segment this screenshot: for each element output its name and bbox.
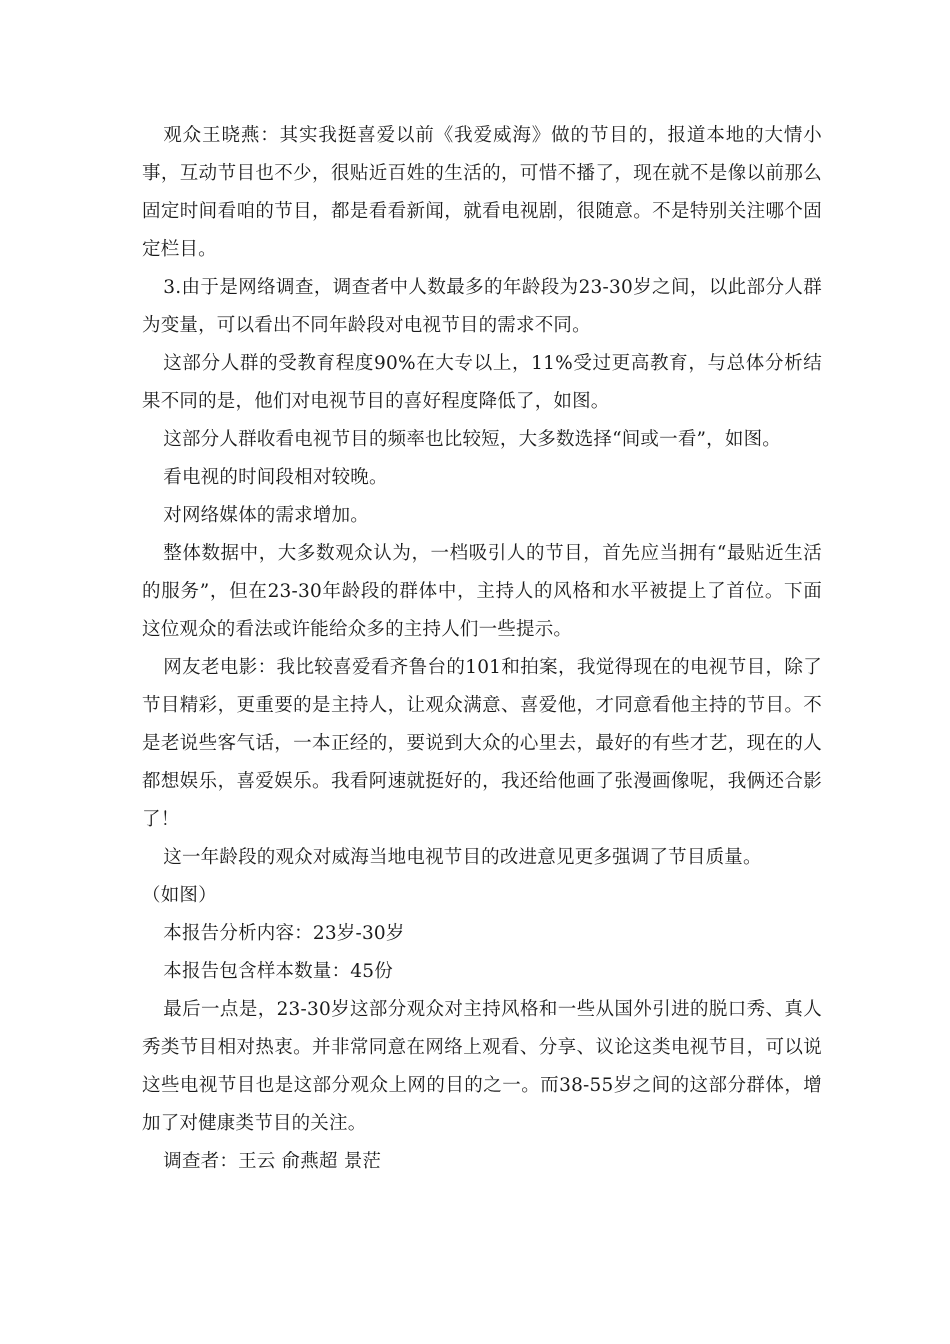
paragraph-overall-data: 整体数据中，大多数观众认为，一档吸引人的节目，首先应当拥有“最贴近生活的服务”，但在23-30年龄段的群体中，主持人的风格和水平被提上了首位。下面这位观众的看法或许能给众多的主持人们一些提示。 xyxy=(142,543,822,640)
paragraph-education-level: 这部分人群的受教育程度90%在大专以上，11%受过更高教育，与总体分析结果不同的是，他们对电视节目的喜好程度降低了，如图。 xyxy=(142,353,822,412)
paragraph-viewer-wang-xiaoyan: 观众王晓燕：其实我挺喜爱以前《我爱威海》做的节目的，报道本地的大情小事，互动节目也不少，很贴近百姓的生活的，可惜不播了，现在就不是像以前那么固定时间看咱的节目，都是看看新闻，就看电视剧，很随意。不是特别关注哪个固定栏目。 xyxy=(142,125,822,260)
paragraph-see-figure: （如图） xyxy=(142,885,217,906)
paragraph-investigators: 调查者：王云 俞燕超 景茫 xyxy=(163,1151,382,1172)
paragraph-analysis-content: 本报告分析内容：23岁-30岁 xyxy=(163,923,405,944)
paragraph-viewing-frequency: 这部分人群收看电视节目的频率也比较短，大多数选择“间或一看”，如图。 xyxy=(163,429,781,450)
paragraph-section-3-intro: 3.由于是网络调查，调查者中人数最多的年龄段为23-30岁之间，以此部分人群为变量，可以看出不同年龄段对电视节目的需求不同。 xyxy=(142,277,822,336)
document-body xyxy=(142,117,822,1181)
paragraph-sample-count: 本报告包含样本数量：45份 xyxy=(163,961,393,982)
paragraph-network-demand: 对网络媒体的需求增加。 xyxy=(163,505,369,526)
paragraph-improvement-suggestions: 这一年龄段的观众对威海当地电视节目的改进意见更多强调了节目质量。 xyxy=(163,847,762,868)
paragraph-netizen-old-movie: 网友老电影：我比较喜爱看齐鲁台的101和拍案，我觉得现在的电视节目，除了节目精彩，更重要的是主持人，让观众满意、喜爱他，才同意看他主持的节目。不是老说些客气话，一本正经的，要说到大众的心里去，最好的有些才艺，现在的人都想娱乐，喜爱娱乐。我看阿速就挺好的，我还给他画了张漫画像呢，我俩还合影了！ xyxy=(142,657,822,830)
paragraph-viewing-time: 看电视的时间段相对较晚。 xyxy=(163,467,388,488)
paragraph-final-point: 最后一点是，23-30岁这部分观众对主持风格和一些从国外引进的脱口秀、真人秀类节目相对热衷。并非常同意在网络上观看、分享、议论这类电视节目，可以说这些电视节目也是这部分观众上网的目的之一。而38-55岁之间的这部分群体，增加了对健康类节目的关注。 xyxy=(142,999,822,1134)
